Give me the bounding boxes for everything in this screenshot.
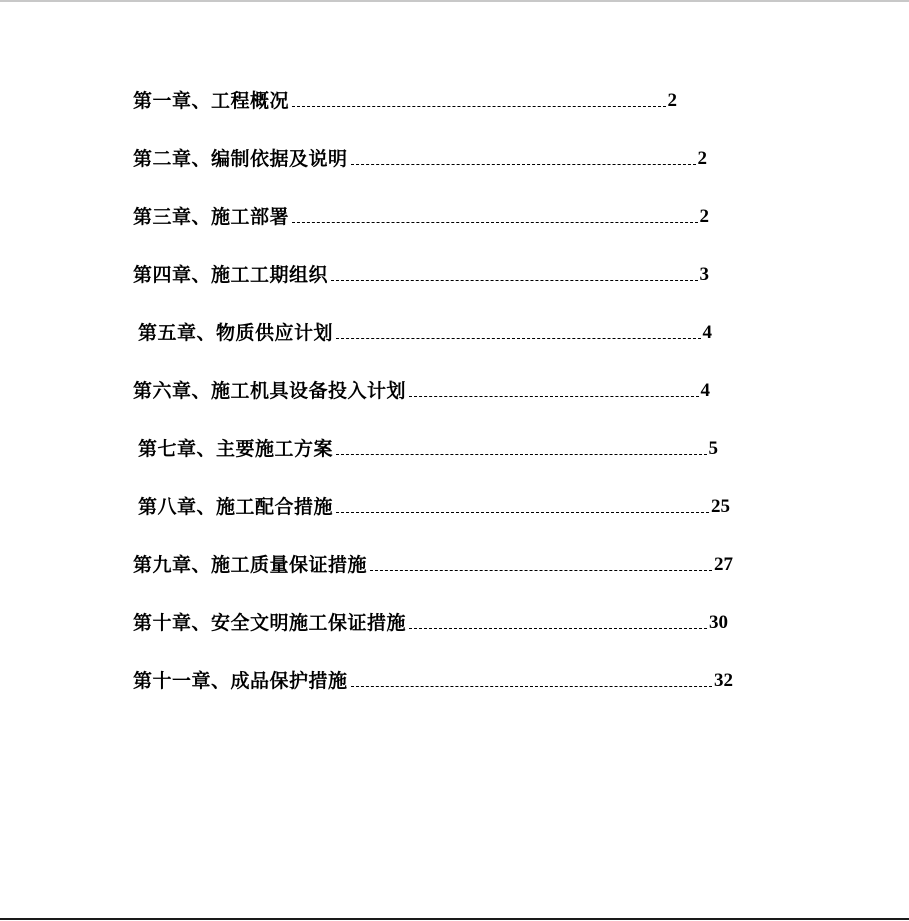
toc-entry-chapter-6[interactable]	[133, 374, 710, 402]
dotted-leader	[336, 338, 700, 339]
toc-entry-chapter-5[interactable]	[138, 316, 712, 344]
toc-entry-chapter-9[interactable]	[133, 548, 733, 576]
toc-entry-chapter-8[interactable]	[138, 490, 730, 518]
toc-entry-page-number: 2	[667, 90, 677, 111]
toc-entry-title: 第四章、施工工期组织	[133, 264, 329, 286]
dotted-leader	[331, 280, 697, 281]
toc-entry-title: 第六章、施工机具设备投入计划	[133, 380, 407, 402]
toc-entry-title: 第七章、主要施工方案	[138, 438, 334, 460]
toc-entry-chapter-3[interactable]	[133, 200, 709, 228]
toc-entry-page-number: 5	[708, 438, 718, 459]
dotted-leader	[409, 628, 707, 629]
toc-entry-page-number: 25	[711, 496, 730, 517]
dotted-leader	[351, 164, 696, 165]
page-bottom-border	[0, 918, 909, 920]
toc-entry-title: 第二章、编制依据及说明	[133, 148, 348, 170]
toc-entry-page-number: 4	[702, 322, 712, 343]
toc-entry-page-number: 2	[699, 206, 709, 227]
toc-entry-page-number: 27	[714, 554, 733, 575]
toc-entry-page-number: 3	[699, 264, 709, 285]
toc-entry-chapter-2[interactable]	[133, 142, 707, 170]
toc-entry-title: 第五章、物质供应计划	[138, 322, 334, 344]
toc-entry-page-number: 4	[700, 380, 710, 401]
toc-entry-page-number: 32	[714, 670, 733, 691]
toc-entry-title: 第十章、安全文明施工保证措施	[133, 612, 407, 634]
dotted-leader	[370, 570, 712, 571]
toc-entry-chapter-10[interactable]	[133, 606, 728, 634]
dotted-leader	[292, 222, 697, 223]
toc-entry-chapter-7[interactable]	[138, 432, 718, 460]
toc-entry-title: 第八章、施工配合措施	[138, 496, 334, 518]
toc-entry-title: 第十一章、成品保护措施	[133, 670, 348, 692]
dotted-leader	[351, 686, 712, 687]
dotted-leader	[336, 454, 706, 455]
toc-entry-chapter-1[interactable]	[133, 84, 677, 112]
toc-entry-chapter-11[interactable]	[133, 664, 733, 692]
toc-entry-page-number: 2	[697, 148, 707, 169]
dotted-leader	[336, 512, 709, 513]
toc-entry-title: 第三章、施工部署	[133, 206, 290, 228]
dotted-leader	[409, 396, 698, 397]
toc-entry-title: 第九章、施工质量保证措施	[133, 554, 368, 576]
toc-entry-page-number: 30	[709, 612, 728, 633]
toc-entry-title: 第一章、工程概况	[133, 90, 290, 112]
dotted-leader	[292, 106, 665, 107]
toc-entry-chapter-4[interactable]	[133, 258, 709, 286]
